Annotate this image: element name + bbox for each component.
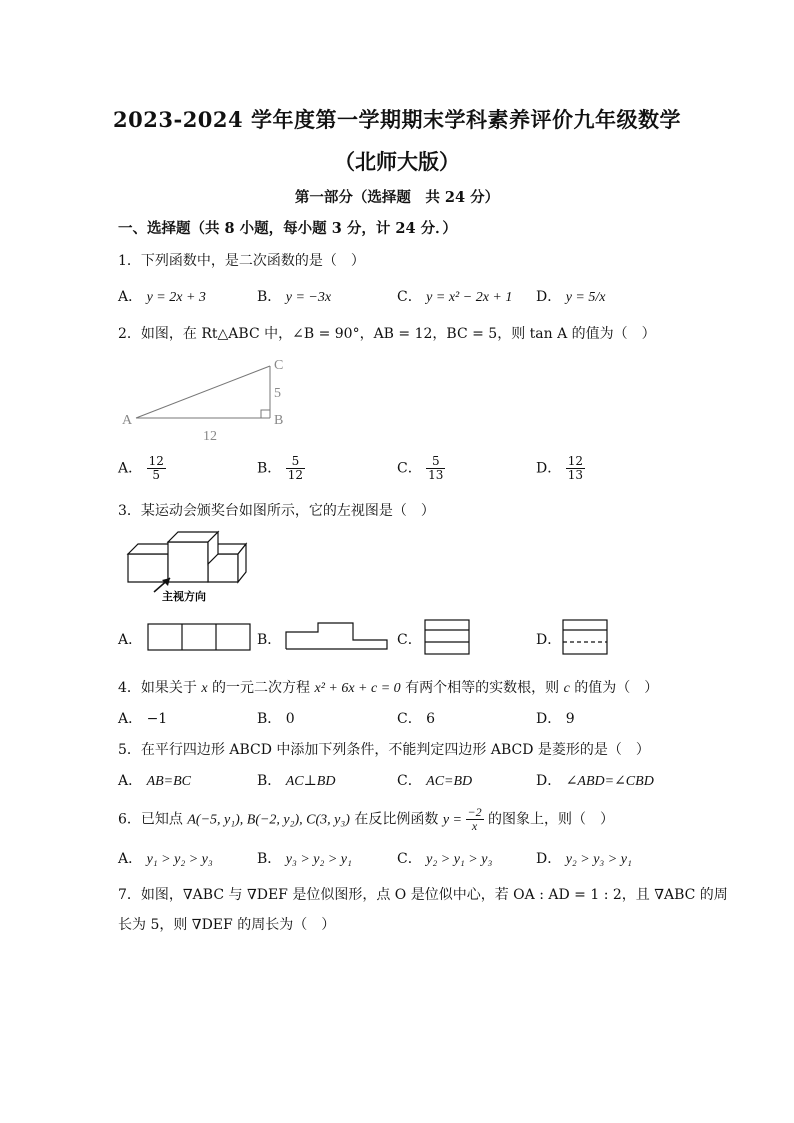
section-heading: 一、选择题（共 8 小题，每小题 3 分，计 24 分．） (118, 220, 457, 237)
q4-option-c: C． 6 (397, 711, 436, 727)
question-5-stem: 5．在平行四边形 ABCD 中添加下列条件，不能判定四边形 ABCD 是菱形的是（ ） (118, 742, 650, 758)
q1-option-d: D． y = 5/x (536, 289, 606, 305)
q3-option-c: C． (397, 632, 422, 648)
q1-option-b: B． y = −3x (257, 289, 332, 305)
view-direction-label: 主视方向 (162, 590, 206, 603)
q3-option-b-figure (283, 620, 391, 652)
triangle-figure (118, 352, 298, 447)
q4-option-b: B． 0 (257, 711, 295, 727)
q3-option-d: D． (536, 632, 562, 648)
q6-option-b: B． y₃ > y₂ > y₁ (257, 851, 352, 867)
vertex-b-label: B (274, 413, 284, 428)
question-2-stem: 2．如图，在 Rt△ABC 中，∠B = 90°，AB = 12，BC = 5，则 tan A 的值为（ ） (118, 326, 656, 342)
q2-option-d: D． $\frac{12}{13}$ (536, 454, 583, 482)
q3-option-d-figure (561, 618, 609, 656)
vertex-c-label: C (274, 358, 284, 373)
q2-option-c: C． $\frac{5}{13}$ (397, 454, 444, 482)
vertex-a-label: A (122, 413, 133, 428)
q3-option-b: B． (257, 632, 282, 648)
q5-option-c: C． AC=BD (397, 773, 473, 789)
page-subtitle: （北师大版） (334, 149, 460, 174)
page-title: 2023-2024 学年度第一学期期末学科素养评价九年级数学 (113, 107, 681, 132)
q3-option-c-figure (423, 618, 471, 656)
question-6-stem: 6．已知点 A(−5, y₁), B(−2, y₂), C(3, y₃) 在反比例函数 y = $\frac{-2}{x}$ 的图象上，则（ ） (118, 805, 615, 833)
q6-option-c: C． y₂ > y₁ > y₃ (397, 851, 493, 867)
q5-option-b: B． AC⊥BD (257, 773, 336, 789)
question-7-stem-line-2: 长为 5，则 ∇DEF 的周长为（ ） (118, 917, 336, 933)
side-bc-label: 5 (274, 386, 281, 401)
part-heading: 第一部分（选择题 共 24 分） (294, 189, 500, 206)
q4-option-a: A． −1 (118, 711, 168, 727)
q4-option-d: D． 9 (536, 711, 575, 727)
q1-option-a: A． y = 2x + 3 (118, 289, 206, 305)
q6-option-a: A． y₁ > y₂ > y₃ (118, 851, 213, 867)
q1-option-c: C． y = x² − 2x + 1 (397, 289, 513, 305)
q6-option-d: D． y₂ > y₃ > y₁ (536, 851, 632, 867)
q2-option-b: B． $\frac{5}{12}$ (257, 454, 304, 482)
question-3-stem: 3．某运动会颁奖台如图所示，它的左视图是（ ） (118, 503, 435, 519)
question-7-stem-line-1: 7．如图，∇ABC 与 ∇DEF 是位似图形，点 O 是位似中心，若 OA : AD = 1 : 2，且 ∇ABC 的周 (118, 887, 728, 903)
side-ab-label: 12 (203, 429, 217, 444)
q3-option-a: A． (118, 632, 143, 648)
q2-option-a: A． $\frac{12}{5}$ (118, 454, 164, 482)
podium-figure (124, 528, 254, 604)
q5-option-a: A． AB=BC (118, 773, 192, 789)
q3-option-a-figure (146, 622, 252, 652)
question-4-stem: 4．如果关于 x 的一元二次方程 x² + 6x + c = 0 有两个相等的实数根，则 c 的值为（ ） (118, 680, 659, 696)
q5-option-d: D． ∠ABD=∠CBD (536, 773, 654, 789)
question-1-stem: 1．下列函数中，是二次函数的是（ ） (118, 253, 365, 269)
